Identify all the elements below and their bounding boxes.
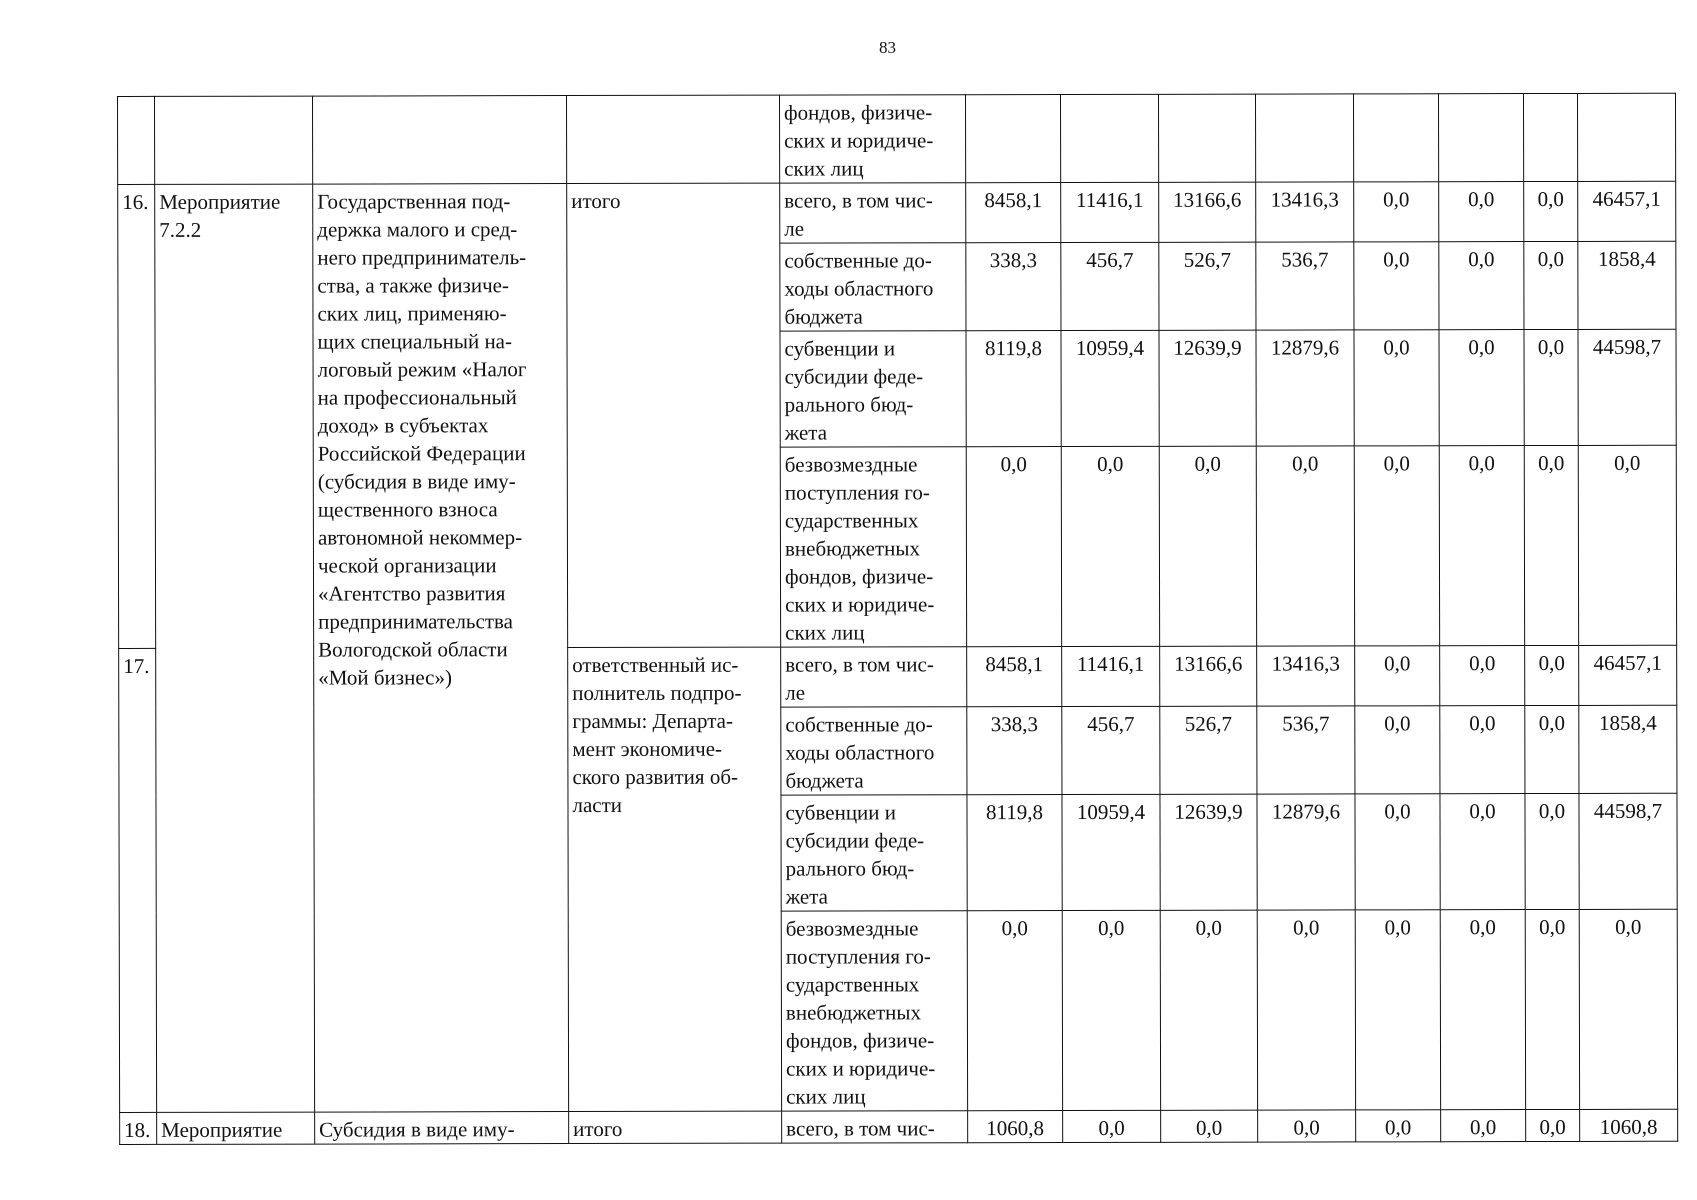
value-cell: 0,0 [1524,445,1578,645]
source-cell: безвозмездные поступления го- сударственных внебюджетных фондов, физиче- ских и юридиче- ских лиц [780,447,966,647]
table-row [118,93,1676,184]
page-number: 83 [879,38,896,57]
value-cell: 0,0 [1440,794,1525,910]
value-cell: 0,0 [1063,1110,1161,1142]
value-cell: 8119,8 [966,331,1061,447]
value-cell: 0,0 [1354,182,1439,242]
value-cell [1577,93,1675,181]
value-cell: 0,0 [1354,242,1439,330]
value-cell: 0,0 [1439,242,1524,330]
description-cell: Государственная под- держка малого и сред- него предприниматель- ства, а также физиче- ских лиц, применяю- щих специальный на- логовый режим «Налог на профессиональный доход» в субъектах Российской Федерации (субсидия в виде иму- щественного взноса автономной некоммер- ческой организации «Агентство развития предпринимательства Вологодской области «Мой бизнес») [313,184,569,1113]
source-cell: субвенции и субсидии феде- рального бюд- жета [780,331,966,447]
value-cell [1255,94,1353,182]
value-cell [1353,94,1438,182]
index-cell: 16. [118,184,156,648]
value-cell: 0,0 [1160,910,1257,1110]
value-cell: 1060,8 [1580,1109,1678,1141]
executor-cell: итого [569,1111,782,1143]
value-cell: 0,0 [1356,1110,1441,1142]
value-cell: 456,7 [1061,242,1159,330]
value-cell: 0,0 [1355,794,1440,910]
value-cell: 11416,1 [1061,182,1159,242]
value-cell: 1858,4 [1579,705,1677,793]
value-cell: 338,3 [966,243,1061,331]
index-cell: 17. [119,648,157,1112]
value-cell: 0,0 [1441,1110,1526,1142]
value-cell: 0,0 [1355,910,1440,1110]
value-cell [1438,94,1523,182]
value-cell: 0,0 [1578,445,1676,645]
value-cell [1523,93,1577,181]
value-cell: 0,0 [1440,706,1525,794]
value-cell [965,95,1060,183]
value-cell: 0,0 [1159,446,1256,646]
value-cell [1158,94,1255,182]
value-cell: 338,3 [967,707,1062,795]
value-cell: 456,7 [1062,706,1160,794]
value-cell: 0,0 [1439,330,1524,446]
table-row [120,1109,1678,1144]
value-cell: 8119,8 [967,795,1062,911]
executor-cell: ответственный ис- полнитель подпро- граммы: Департа- мент экономиче- ского развития об- ласти [568,647,782,1111]
value-cell: 8458,1 [966,183,1061,243]
value-cell: 46457,1 [1579,645,1677,705]
budget-table [117,93,1678,1145]
value-cell: 13166,6 [1159,182,1256,242]
executor-cell: итого [567,183,781,647]
description-cell: Субсидия в виде иму- [315,1112,569,1145]
source-cell: безвозмездные поступления го- сударственных внебюджетных фондов, физиче- ских и юридиче- ских лиц [781,911,967,1111]
value-cell: 526,7 [1159,242,1256,330]
value-cell: 12879,6 [1257,794,1355,910]
value-cell: 0,0 [1525,909,1579,1109]
source-cell: собственные до- ходы областного бюджета [780,243,966,331]
value-cell: 0,0 [1440,646,1525,706]
table-row [118,181,1676,244]
value-cell: 0,0 [1061,446,1159,646]
type-cell: Мероприятие [157,1112,315,1144]
value-cell: 0,0 [1439,446,1524,646]
source-cell: всего, в том чис- ле [780,183,966,243]
value-cell: 536,7 [1257,706,1355,794]
value-cell [1060,94,1158,182]
source-cell: всего, в том чис- [782,1111,968,1143]
value-cell: 526,7 [1160,706,1257,794]
value-cell: 0,0 [1526,1109,1580,1141]
value-cell: 10959,4 [1062,794,1160,910]
index-cell: 18. [120,1112,157,1144]
value-cell: 0,0 [1258,1110,1356,1142]
description-cell [313,96,567,185]
value-cell: 44598,7 [1579,793,1677,909]
value-cell: 0,0 [1355,646,1440,706]
source-cell: субвенции и субсидии феде- рального бюд- жета [781,795,967,911]
value-cell: 44598,7 [1578,329,1676,445]
value-cell: 0,0 [1439,182,1524,242]
value-cell: 13166,6 [1160,646,1257,706]
type-cell [155,96,313,184]
value-cell: 0,0 [1355,706,1440,794]
value-cell: 13416,3 [1256,182,1354,242]
value-cell: 1060,8 [968,1111,1063,1143]
value-cell: 0,0 [1525,793,1579,909]
source-cell: фондов, физиче- ских и юридиче- ских лиц [779,95,965,183]
executor-cell [567,95,780,183]
value-cell: 8458,1 [967,647,1062,707]
value-cell: 0,0 [1354,446,1439,646]
value-cell: 0,0 [1354,330,1439,446]
value-cell: 0,0 [1440,910,1525,1110]
value-cell: 536,7 [1256,242,1354,330]
value-cell: 12639,9 [1160,794,1257,910]
value-cell: 0,0 [1525,645,1579,705]
value-cell: 11416,1 [1062,646,1160,706]
value-cell: 46457,1 [1578,181,1676,241]
index-cell [118,96,155,184]
value-cell: 0,0 [1257,910,1355,1110]
value-cell: 0,0 [1062,910,1160,1110]
value-cell: 0,0 [966,447,1061,647]
value-cell: 0,0 [1524,329,1578,445]
value-cell: 0,0 [1579,909,1677,1109]
value-cell: 10959,4 [1061,330,1159,446]
value-cell: 13416,3 [1257,646,1355,706]
value-cell: 0,0 [1161,1110,1258,1142]
value-cell: 0,0 [1525,705,1579,793]
value-cell: 12879,6 [1256,330,1354,446]
source-cell: собственные до- ходы областного бюджета [781,707,967,795]
type-cell: Мероприятие 7.2.2 [155,184,315,1112]
value-cell: 0,0 [1524,181,1578,241]
source-cell: всего, в том чис- ле [781,647,967,707]
value-cell: 12639,9 [1159,330,1256,446]
value-cell: 0,0 [1256,446,1354,646]
value-cell: 1858,4 [1578,241,1676,329]
value-cell: 0,0 [967,911,1062,1111]
value-cell: 0,0 [1524,241,1578,329]
